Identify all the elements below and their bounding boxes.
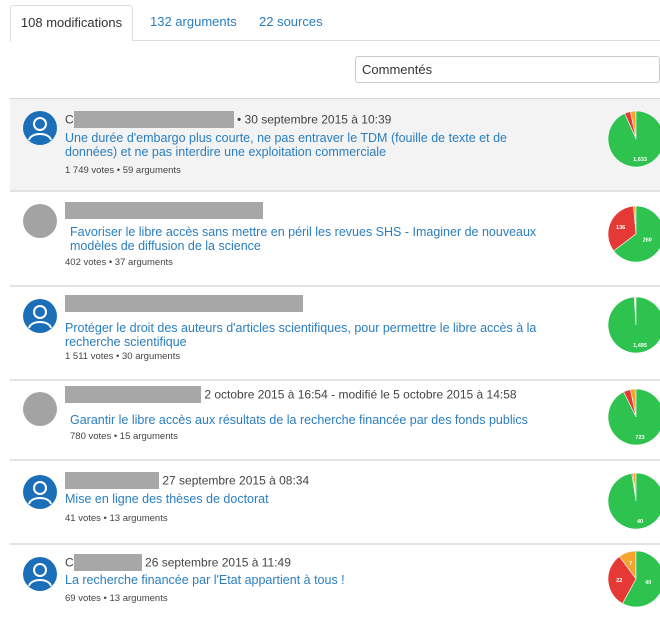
item-meta [65,111,391,128]
list-item [10,463,660,545]
tab-modifications[interactable]: 108 modifications [10,5,133,42]
redacted-author [65,295,303,312]
item-stats: 402 votes • 37 arguments [65,257,173,268]
item-meta [65,295,303,312]
pie-slice-label: 260 [642,237,652,244]
user-icon [23,111,57,145]
tab-sources[interactable]: 22 sources [259,14,323,29]
pie-slice-label: 22 [616,578,623,585]
item-stats: 1 749 votes • 59 arguments [65,165,181,176]
vote-pie-chart [608,295,660,355]
pie-slice-label: 40 [645,580,652,587]
item-stats: 69 votes • 13 arguments [65,593,168,604]
redacted-author [65,386,201,403]
pie-slice-label: 40 [636,519,644,525]
avatar [23,392,57,426]
vote-pie-chart [608,471,660,531]
item-title-link[interactable]: La recherche financée par l'Etat appartient à tous ! [65,573,345,587]
user-icon [23,299,57,333]
pie-slice-label: 7 [629,561,633,568]
sort-select[interactable]: Commentés [355,56,660,83]
list-item [10,547,660,618]
avatar [23,557,57,591]
item-stats: 1 511 votes • 30 arguments [65,351,181,362]
vote-pie-chart [608,109,660,169]
pie-slice-label: 723 [635,435,645,441]
vote-pie-chart [608,204,660,264]
item-title-link[interactable]: Garantir le libre accès aux résultats de la recherche financée par des fonds publics [70,413,528,427]
user-icon [23,557,57,591]
avatar [23,111,57,145]
user-icon [23,475,57,509]
list-item [10,289,660,381]
list-item [10,194,660,287]
avatar [23,299,57,333]
item-date: 2 octobre 2015 à 16:54 - modifié le 5 octobre 2015 à 14:58 [204,387,517,402]
tab-arguments[interactable]: 132 arguments [150,14,237,29]
item-date: • 30 septembre 2015 à 10:39 [237,112,392,127]
item-meta [65,386,517,403]
author-initial: C [65,112,74,127]
item-stats: 780 votes • 15 arguments [70,431,178,442]
item-date: 27 septembre 2015 à 08:34 [162,473,310,488]
item-date: 26 septembre 2015 à 11:49 [145,555,291,570]
tab-bar [10,5,660,41]
item-meta [65,554,291,571]
item-meta [65,202,263,219]
list-item [10,383,660,461]
redacted-author [74,111,234,128]
pie-slice-label: 1,495 [633,343,647,349]
redacted-author [65,202,263,219]
item-stats: 41 votes • 13 arguments [65,513,168,524]
avatar [23,475,57,509]
redacted-author [65,472,159,489]
avatar [23,204,57,238]
item-title-link[interactable]: Mise en ligne des thèses de doctorat [65,492,269,506]
list-item [10,99,660,192]
item-title-link[interactable]: Protéger le droit des auteurs d'articles scientifiques, pour permettre le libre accès à la recherche scientifique [65,321,537,349]
vote-pie-chart [608,387,660,447]
pie-slice-label: 1,633 [633,157,647,163]
proposal-list [10,98,660,604]
item-meta [65,472,309,489]
item-title-link[interactable]: Favoriser le libre accès sans mettre en péril les revues SHS - Imaginer de nouveaux modèles de diffusion de la science [70,225,537,253]
redacted-author [74,554,142,571]
pie-slice-label: 136 [616,225,626,232]
author-initial: C [65,555,74,570]
item-title-link[interactable]: Une durée d'embargo plus courte, ne pas entraver le TDM (fouille de texte et de données) et ne pas interdire une exploitation commerciale [65,131,507,159]
vote-pie-chart [608,549,660,609]
